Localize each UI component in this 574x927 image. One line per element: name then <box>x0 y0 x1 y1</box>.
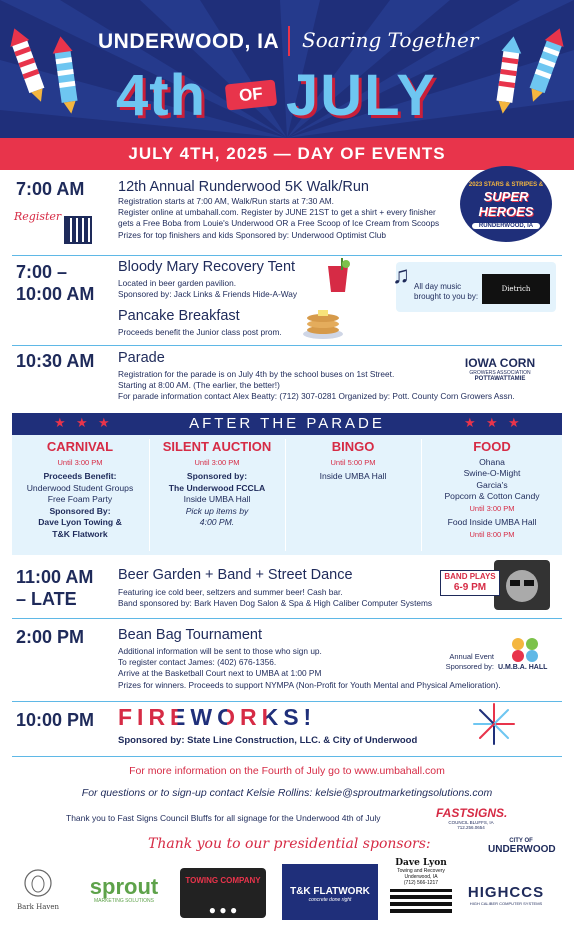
umba-hall-label: U.M.B.A. HALL <box>498 664 548 671</box>
carnival-title: CARNIVAL <box>46 439 114 454</box>
pancake-icon <box>302 300 344 340</box>
beer-details: Featuring ice cold beer, seltzers and summer beer! Cash bar. Band sponsored by: Bark Haven Dog Salon & Spa & High Caliber Computer Systems <box>118 587 433 609</box>
flag-graphic <box>390 889 452 913</box>
fastsigns-logo: FASTSIGNS. COUNCIL BLUFFS, IA 712.256.0654 <box>436 806 508 830</box>
title-july: JULY <box>286 63 437 128</box>
music-box <box>392 262 556 323</box>
date-banner: JULY 4TH, 2025 — DAY OF EVENTS <box>0 138 574 170</box>
city-of-underwood-logo: CITY OF UNDERWOOD <box>488 838 556 855</box>
more-info: For more information on the Fourth of July go to www.umbahall.com <box>129 765 445 777</box>
bingo-title: BINGO <box>331 439 375 454</box>
rocket-icon <box>8 26 48 106</box>
presidential-sponsors-heading: Thank you to our presidential sponsors: <box>148 836 431 852</box>
divider <box>12 345 562 346</box>
star-icon: ★ <box>98 415 110 430</box>
super-heroes-badge: 2023 STARS & STRIPES & SUPER HEROES RUNDERWOOD, IA <box>460 166 552 242</box>
beer-title: Beer Garden + Band + Street Dance <box>118 567 353 583</box>
rocket-icon <box>488 36 528 116</box>
beer-time-b: – LATE <box>16 589 77 609</box>
pancake-title: Pancake Breakfast <box>118 308 240 324</box>
music-text: All day music brought to you by: <box>414 282 479 301</box>
title-4th: 4th <box>116 63 206 128</box>
city-name: UNDERWOOD, IA <box>98 30 280 53</box>
parade-details: Registration for the parade is on July 4th by the school buses on 1st Street. Starting at 8:00 AM. (The earlier, the better!) For parade information contact Alex Beatty: (712) 307-0281 Organized by: Pott. County Corn Growers Assn. <box>118 369 515 402</box>
questions-contact: For questions or to sign-up contact Kelsie Rollins: kelsie@sproutmarketingsolutions.com <box>81 787 493 799</box>
divider <box>12 255 562 256</box>
fireworks-time: 10:00 PM <box>16 710 95 730</box>
band-face-icon <box>494 560 550 610</box>
silent-auction-title: SILENT AUCTION <box>162 439 272 454</box>
social-icons: ● ● ● <box>208 903 238 917</box>
bingo-column: BINGO Until 5:00 PM Inside UMBA Hall <box>286 435 420 555</box>
dietrich-logo: Dietrich Entertainment <box>482 274 550 304</box>
band-photo <box>494 560 550 610</box>
annual-event-text: Annual Event Sponsored by: <box>445 652 494 671</box>
beer-time-a: 11:00 AM <box>16 567 94 587</box>
star-icon: ★ <box>486 415 498 430</box>
beanbag-time: 2:00 PM <box>16 627 85 647</box>
parade-time: 10:30 AM <box>16 351 95 371</box>
towing-company-logo: TOWING COMPANY ● ● ● <box>180 868 266 918</box>
tk-flatwork-logo: T&K FLATWORK concrete done right <box>282 864 378 920</box>
bloody-title: Bloody Mary Recovery Tent <box>118 259 296 275</box>
star-icon: ★ <box>508 415 520 430</box>
star-icon: ★ <box>54 415 66 430</box>
beanbag-details: Additional information will be sent to those who sign up. To register contact James: (402) 676-1356. Arrive at the Basketball Court next to UMBA at 1:00 PM Prizes for winners. Proceeds to support NYMPA (Non-Profit for Youth Mental and Physical Amelioration). <box>118 646 501 690</box>
qr-code-icon[interactable] <box>64 216 92 244</box>
carnival-column: CARNIVAL Until 3:00 PM Proceeds Benefit: Underwood Student Groups Free Foam Party Sponsored By: Dave Lyon Towing & T&K Flatwork <box>12 435 148 555</box>
divider <box>12 756 562 757</box>
dave-lyon-logo: Dave Lyon Towing and Recovery Underwood, IA (712) 566-1217 <box>390 858 452 913</box>
parade-title: Parade <box>118 350 165 366</box>
silent-auction-column: SILENT AUCTION Until 3:00 PM Sponsored by: The Underwood FCCLA Inside UMBA Hall Pick up items by 4:00 PM. <box>150 435 284 555</box>
tagline: Soaring Together <box>302 28 479 52</box>
title-divider <box>288 26 290 56</box>
dog-icon <box>23 868 53 898</box>
walk-time: 7:00 AM <box>16 179 85 199</box>
star-icon: ★ <box>76 415 88 430</box>
hccs-logo: HIGHCCS HIGH CALIBER COMPUTER SYSTEMS <box>467 884 545 906</box>
iowa-corn-logo: IOWA CORN GROWERS ASSOCIATION POTTAWATTAMIE <box>464 356 536 382</box>
rocket-icon <box>46 36 86 116</box>
bloody-time-a: 7:00 – <box>16 262 68 282</box>
firework-burst-icon <box>470 702 518 746</box>
food-column: FOOD Ohana Swine-O-Might Garcia's Popcorn & Cotton Candy Until 3:00 PM Food Inside UMBA Hall Until 8:00 PM <box>422 435 562 555</box>
divider <box>12 618 562 619</box>
sprout-logo: sprout MARKETING SOLUTIONS <box>89 874 159 904</box>
fastsigns-thanks: Thank you to Fast Signs Council Bluffs for all signage for the Underwood 4th of July <box>66 813 381 823</box>
fireworks-sponsor: Sponsored by: State Line Construction, LLC. & City of Underwood <box>118 735 418 746</box>
band-plays-tag: BAND PLAYS 6-9 PM <box>440 570 500 596</box>
walk-title: 12th Annual Runderwood 5K Walk/Run <box>118 179 369 195</box>
beanbag-title: Bean Bag Tournament <box>118 627 263 643</box>
umba-logo-icon <box>508 634 542 664</box>
star-icon: ★ <box>464 415 476 430</box>
walk-details: Registration starts at 7:00 AM, Walk/Run starts at 7:30 AM. Register online at umbahall.com. Register by JUNE 21ST to get a shirt + every finisher gets a Free Boba from Louie's Underwood OR a Free Scoop of Ice Cream from Scoops Prizes for top finishers and kids Sponsored by: Underwood Optimist Club <box>118 196 440 240</box>
bloody-time-b: 10:00 AM <box>16 284 95 304</box>
rocket-icon <box>526 26 566 106</box>
music-note-icon: ♫ <box>392 262 410 289</box>
food-title: FOOD <box>473 439 511 454</box>
after-parade-heading: AFTER THE PARADE <box>12 413 562 435</box>
title-of: OF <box>225 79 277 110</box>
pancake-details: Proceeds benefit the Junior class post prom. <box>118 327 282 337</box>
drink-icon <box>324 258 352 296</box>
bark-haven-logo: Bark Haven <box>12 868 64 911</box>
fireworks-title: FIREWORKS! <box>118 704 317 730</box>
bloody-details: Located in beer garden pavilion. Sponsored by: Jack Links & Friends Hide-A-Way <box>118 278 298 300</box>
header <box>0 0 574 138</box>
after-parade-panel <box>12 435 562 555</box>
register-label: Register <box>14 210 62 223</box>
